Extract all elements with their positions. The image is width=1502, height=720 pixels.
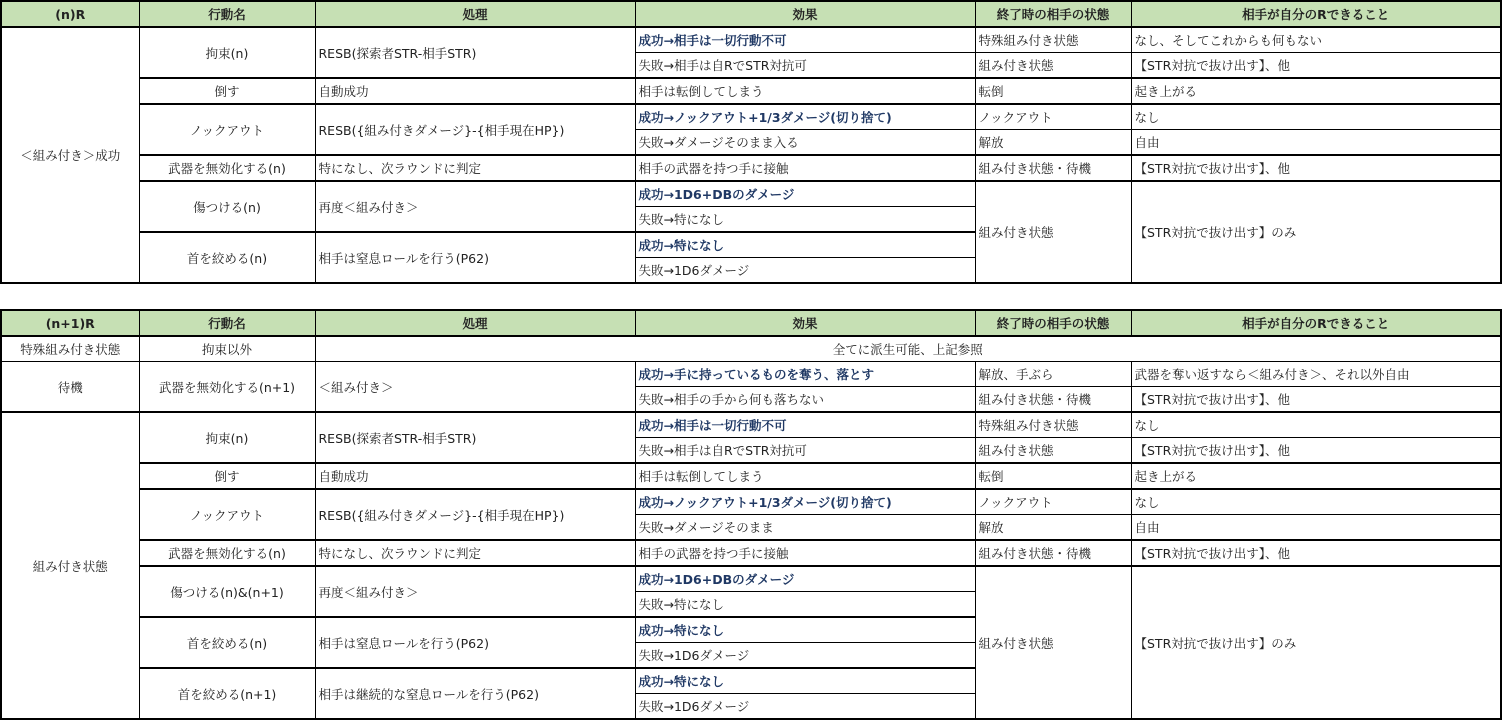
effect-cell: 失敗→相手の手から何も落ちない: [635, 387, 975, 413]
counter-cell: 【STR対抗で抜け出す】、他: [1131, 53, 1501, 79]
header-process: 処理: [315, 310, 635, 336]
effect-cell: 相手は転倒してしまう: [635, 463, 975, 489]
counter-cell: 武器を奪い返すなら＜組み付き＞、それ以外自由: [1131, 362, 1501, 387]
action-process: 再度＜組み付き＞: [315, 181, 635, 232]
header-counter: 相手が自分のRできること: [1131, 1, 1501, 27]
action-name: 武器を無効化する(n): [139, 155, 315, 181]
action-name: 首を絞める(n+1): [139, 668, 315, 719]
effect-cell: 成功→ノックアウト+1/3ダメージ(切り捨て): [635, 104, 975, 130]
state-cell: 転倒: [975, 78, 1131, 104]
state-cell: 組み付き状態: [975, 566, 1131, 719]
effect-cell: 成功→特になし: [635, 668, 975, 694]
table-row: [1, 463, 1501, 489]
counter-cell: 自由: [1131, 515, 1501, 541]
counter-cell: 自由: [1131, 130, 1501, 156]
condition-cell: 待機: [1, 362, 139, 413]
action-process: RESB({組み付きダメージ}-{相手現在HP}): [315, 489, 635, 540]
counter-cell: 【STR対抗で抜け出す】、他: [1131, 387, 1501, 413]
effect-cell: 失敗→特になし: [635, 592, 975, 618]
effect-cell: 失敗→1D6ダメージ: [635, 694, 975, 720]
action-process: ＜組み付き＞: [315, 362, 635, 413]
action-process: 再度＜組み付き＞: [315, 566, 635, 617]
header-row: [1, 1, 1501, 27]
condition-cell: 組み付き状態: [1, 412, 139, 719]
action-name: 首を絞める(n): [139, 232, 315, 283]
effect-cell: 失敗→1D6ダメージ: [635, 643, 975, 669]
counter-cell: 【STR対抗で抜け出す】、他: [1131, 155, 1501, 181]
state-cell: 組み付き状態: [975, 53, 1131, 79]
table-row: [1, 155, 1501, 181]
action-process: RESB(探索者STR-相手STR): [315, 412, 635, 463]
table-row: [1, 336, 1501, 362]
action-name: ノックアウト: [139, 104, 315, 155]
counter-cell: 【STR対抗で抜け出す】のみ: [1131, 566, 1501, 719]
table-row: [1, 104, 1501, 130]
table-row: [1, 489, 1501, 515]
action-process: RESB({組み付きダメージ}-{相手現在HP}): [315, 104, 635, 155]
effect-cell: 成功→相手は一切行動不可: [635, 27, 975, 53]
counter-cell: なし: [1131, 489, 1501, 515]
counter-cell: なし、そしてこれからも何もない: [1131, 27, 1501, 53]
action-name: 倒す: [139, 463, 315, 489]
state-cell: 組み付き状態・待機: [975, 387, 1131, 413]
header-process: 処理: [315, 1, 635, 27]
header-action: 行動名: [139, 1, 315, 27]
header-end-state: 終了時の相手の状態: [975, 310, 1131, 336]
counter-cell: 【STR対抗で抜け出す】、他: [1131, 540, 1501, 566]
counter-cell: 起き上がる: [1131, 78, 1501, 104]
action-process: 特になし、次ラウンドに判定: [315, 540, 635, 566]
action-process: 相手は窒息ロールを行う(P62): [315, 232, 635, 283]
condition-cell: ＜組み付き＞成功: [1, 27, 139, 283]
header-row: [1, 310, 1501, 336]
effect-cell: 成功→特になし: [635, 617, 975, 643]
table-row: [1, 566, 1501, 592]
effect-cell: 相手の武器を持つ手に接触: [635, 155, 975, 181]
header-action: 行動名: [139, 310, 315, 336]
counter-cell: なし: [1131, 104, 1501, 130]
effect-cell: 成功→手に持っているものを奪う、落とす: [635, 362, 975, 387]
action-name: 傷つける(n): [139, 181, 315, 232]
state-cell: 組み付き状態・待機: [975, 155, 1131, 181]
table-row: [1, 362, 1501, 387]
effect-cell: 失敗→相手は自RでSTR対抗可: [635, 438, 975, 464]
action-process: 自動成功: [315, 463, 635, 489]
state-cell: ノックアウト: [975, 489, 1131, 515]
table-row: [1, 27, 1501, 53]
header-effect: 効果: [635, 1, 975, 27]
counter-cell: なし: [1131, 412, 1501, 438]
note-cell: 全てに派生可能、上記参照: [315, 336, 1501, 362]
header-effect: 効果: [635, 310, 975, 336]
state-cell: 解放: [975, 130, 1131, 156]
action-name: 武器を無効化する(n+1): [139, 362, 315, 413]
effect-cell: 失敗→特になし: [635, 207, 975, 233]
state-cell: 組み付き状態: [975, 438, 1131, 464]
effect-cell: 成功→特になし: [635, 232, 975, 258]
header-round: (n+1)R: [1, 310, 139, 336]
state-cell: 特殊組み付き状態: [975, 27, 1131, 53]
table-row: [1, 412, 1501, 438]
action-name: 拘束(n): [139, 412, 315, 463]
state-cell: 解放、手ぶら: [975, 362, 1131, 387]
effect-cell: 失敗→ダメージそのまま: [635, 515, 975, 541]
action-process: 特になし、次ラウンドに判定: [315, 155, 635, 181]
state-cell: 組み付き状態: [975, 181, 1131, 283]
table-row: [1, 78, 1501, 104]
action-process: 自動成功: [315, 78, 635, 104]
action-name: 拘束(n): [139, 27, 315, 78]
state-cell: 組み付き状態・待機: [975, 540, 1131, 566]
action-name: ノックアウト: [139, 489, 315, 540]
effect-cell: 成功→相手は一切行動不可: [635, 412, 975, 438]
round-n-plus-1-table: [0, 309, 1502, 720]
state-cell: 解放: [975, 515, 1131, 541]
condition-cell: 特殊組み付き状態: [1, 336, 139, 362]
action-name: 倒す: [139, 78, 315, 104]
round-n-table: [0, 0, 1502, 284]
table-row: [1, 540, 1501, 566]
counter-cell: 【STR対抗で抜け出す】、他: [1131, 438, 1501, 464]
effect-cell: 失敗→ダメージそのまま入る: [635, 130, 975, 156]
action-process: RESB(探索者STR-相手STR): [315, 27, 635, 78]
header-end-state: 終了時の相手の状態: [975, 1, 1131, 27]
action-name: 拘束以外: [139, 336, 315, 362]
effect-cell: 成功→1D6+DBのダメージ: [635, 181, 975, 207]
action-name: 武器を無効化する(n): [139, 540, 315, 566]
table-row: [1, 181, 1501, 207]
effect-cell: 成功→1D6+DBのダメージ: [635, 566, 975, 592]
action-process: 相手は継続的な窒息ロールを行う(P62): [315, 668, 635, 719]
effect-cell: 相手は転倒してしまう: [635, 78, 975, 104]
effect-cell: 相手の武器を持つ手に接触: [635, 540, 975, 566]
action-name: 傷つける(n)&(n+1): [139, 566, 315, 617]
action-process: 相手は窒息ロールを行う(P62): [315, 617, 635, 668]
effect-cell: 成功→ノックアウト+1/3ダメージ(切り捨て): [635, 489, 975, 515]
header-counter: 相手が自分のRできること: [1131, 310, 1501, 336]
header-round: (n)R: [1, 1, 139, 27]
action-name: 首を絞める(n): [139, 617, 315, 668]
counter-cell: 起き上がる: [1131, 463, 1501, 489]
effect-cell: 失敗→相手は自RでSTR対抗可: [635, 53, 975, 79]
counter-cell: 【STR対抗で抜け出す】のみ: [1131, 181, 1501, 283]
state-cell: 特殊組み付き状態: [975, 412, 1131, 438]
state-cell: ノックアウト: [975, 104, 1131, 130]
effect-cell: 失敗→1D6ダメージ: [635, 258, 975, 284]
state-cell: 転倒: [975, 463, 1131, 489]
